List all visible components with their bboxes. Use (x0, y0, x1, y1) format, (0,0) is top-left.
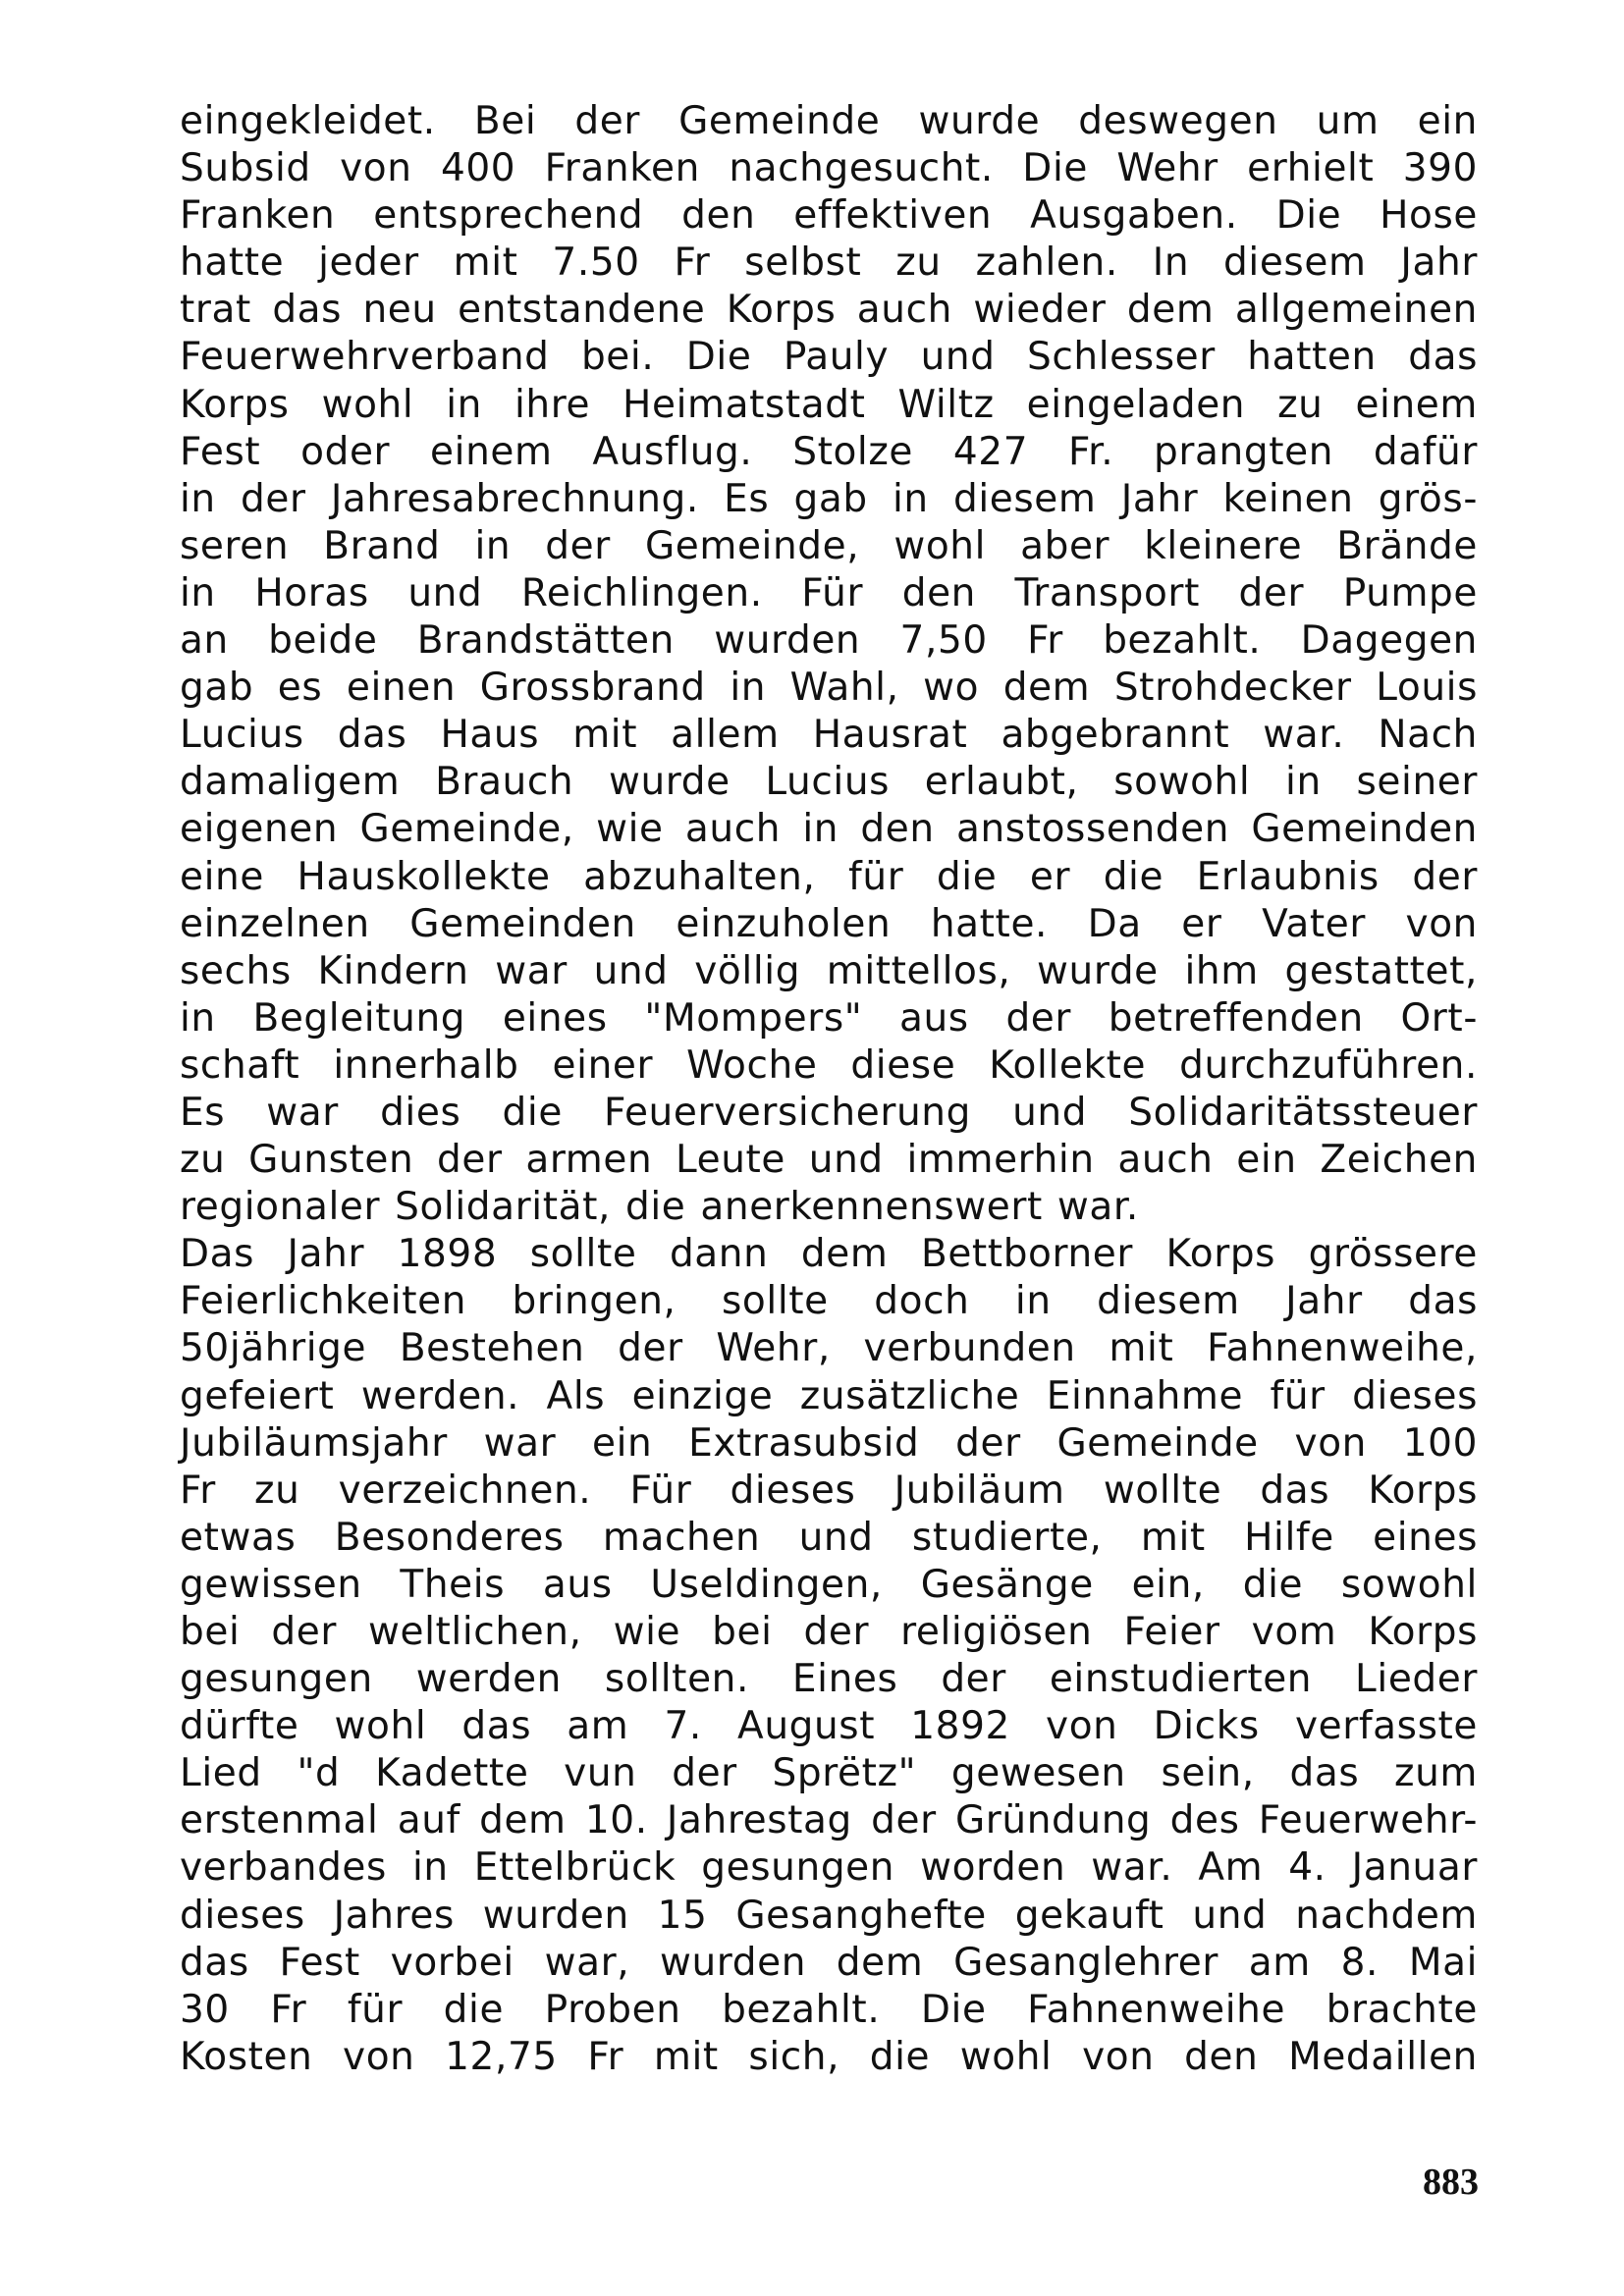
text-line: gab es einen Grossbrand in Wahl, wo dem Strohdecker Louis (180, 666, 1478, 711)
text-line: das Fest vorbei war, wurden dem Gesanglehrer am 8. Mai (180, 1940, 1478, 1985)
text-line: an beide Brandstätten wurden 7,50 Fr bezahlt. Dagegen (180, 618, 1478, 664)
page-number: 883 (1423, 2162, 1479, 2203)
text-line: eingekleidet. Bei der Gemeinde wurde deswegen um ein (180, 99, 1478, 143)
text-line: dürfte wohl das am 7. August 1892 von Dicks verfasste (180, 1704, 1478, 1749)
text-line: trat das neu entstandene Korps auch wieder dem allgemeinen (180, 288, 1478, 333)
text-line: eigenen Gemeinde, wie auch in den anstossenden Gemeinden (180, 807, 1478, 852)
text-line: gesungen werden sollten. Eines der einstudierten Lieder (180, 1657, 1478, 1702)
text-line: Lied "d Kadette vun der Sprëtz" gewesen sein, das zum (180, 1751, 1478, 1796)
text-line: Feuerwehrverband bei. Die Pauly und Schlesser hatten das (180, 335, 1478, 380)
text-line: Fest oder einem Ausflug. Stolze 427 Fr. prangten dafür (180, 429, 1478, 474)
text-line: Jubiläumsjahr war ein Extrasubsid der Gemeinde von 100 (180, 1420, 1478, 1466)
text-line: regionaler Solidarität, die anerkennenswert war. (180, 1185, 1139, 1230)
text-line: bei der weltlichen, wie bei der religiösen Feier vom Korps (180, 1610, 1478, 1654)
text-line: gefeiert werden. Als einzige zusätzliche Einnahme für dieses (180, 1373, 1478, 1418)
text-line: Feierlichkeiten bringen, sollte doch in diesem Jahr das (180, 1279, 1478, 1324)
text-line: Subsid von 400 Franken nachgesucht. Die Wehr erhielt 390 (180, 146, 1478, 191)
text-line: 30 Fr für die Proben bezahlt. Die Fahnenweihe brachte (180, 1987, 1478, 2032)
text-line: in Horas und Reichlingen. Für den Transport der Pumpe (180, 570, 1478, 615)
text-line: einzelnen Gemeinden einzuholen hatte. Da er Vater von (180, 901, 1478, 946)
text-line: damaligem Brauch wurde Lucius erlaubt, sowohl in seiner (180, 760, 1478, 805)
text-line: zu Gunsten der armen Leute und immerhin auch ein Zeichen (180, 1138, 1478, 1183)
text-line: Das Jahr 1898 sollte dann dem Bettborner Korps grössere (180, 1232, 1478, 1277)
text-line: Korps wohl in ihre Heimatstadt Wiltz eingeladen zu einem (180, 382, 1478, 427)
text-line: sechs Kindern war und völlig mittellos, wurde ihm gestattet, (180, 948, 1478, 993)
text-line: Es war dies die Feuerversicherung und Solidaritätssteuer (180, 1090, 1478, 1135)
text-line: erstenmal auf dem 10. Jahrestag der Gründung des Feuerwehr- (180, 1798, 1478, 1843)
text-line: eine Hauskollekte abzuhalten, für die er die Erlaubnis der (180, 854, 1478, 899)
text-line: gewissen Theis aus Useldingen, Gesänge ein, die sowohl (180, 1562, 1478, 1607)
text-line: seren Brand in der Gemeinde, wohl aber kleinere Brände (180, 523, 1478, 568)
text-line: Franken entsprechend den effektiven Ausgaben. Die Hose (180, 193, 1478, 239)
text-line: hatte jeder mit 7.50 Fr selbst zu zahlen. In diesem Jahr (180, 240, 1478, 286)
text-line: 50jährige Bestehen der Wehr, verbunden mit Fahnenweihe, (180, 1326, 1478, 1371)
text-line: Kosten von 12,75 Fr mit sich, die wohl von den Medaillen (180, 2034, 1478, 2079)
text-line: Fr zu verzeichnen. Für dieses Jubiläum wollte das Korps (180, 1468, 1478, 1513)
body-text (180, 98, 1478, 2081)
text-line: in der Jahresabrechnung. Es gab in diesem Jahr keinen grös- (180, 476, 1478, 521)
text-line: schaft innerhalb einer Woche diese Kollekte durchzuführen. (180, 1042, 1478, 1088)
text-line: etwas Besonderes machen und studierte, mit Hilfe eines (180, 1515, 1478, 1560)
text-line: Lucius das Haus mit allem Hausrat abgebrannt war. Nach (180, 713, 1478, 758)
text-line: in Begleitung eines "Mompers" aus der betreffenden Ort- (180, 995, 1478, 1041)
text-line: verbandes in Ettelbrück gesungen worden war. Am 4. Januar (180, 1845, 1478, 1891)
text-line: dieses Jahres wurden 15 Gesanghefte gekauft und nachdem (180, 1893, 1478, 1938)
